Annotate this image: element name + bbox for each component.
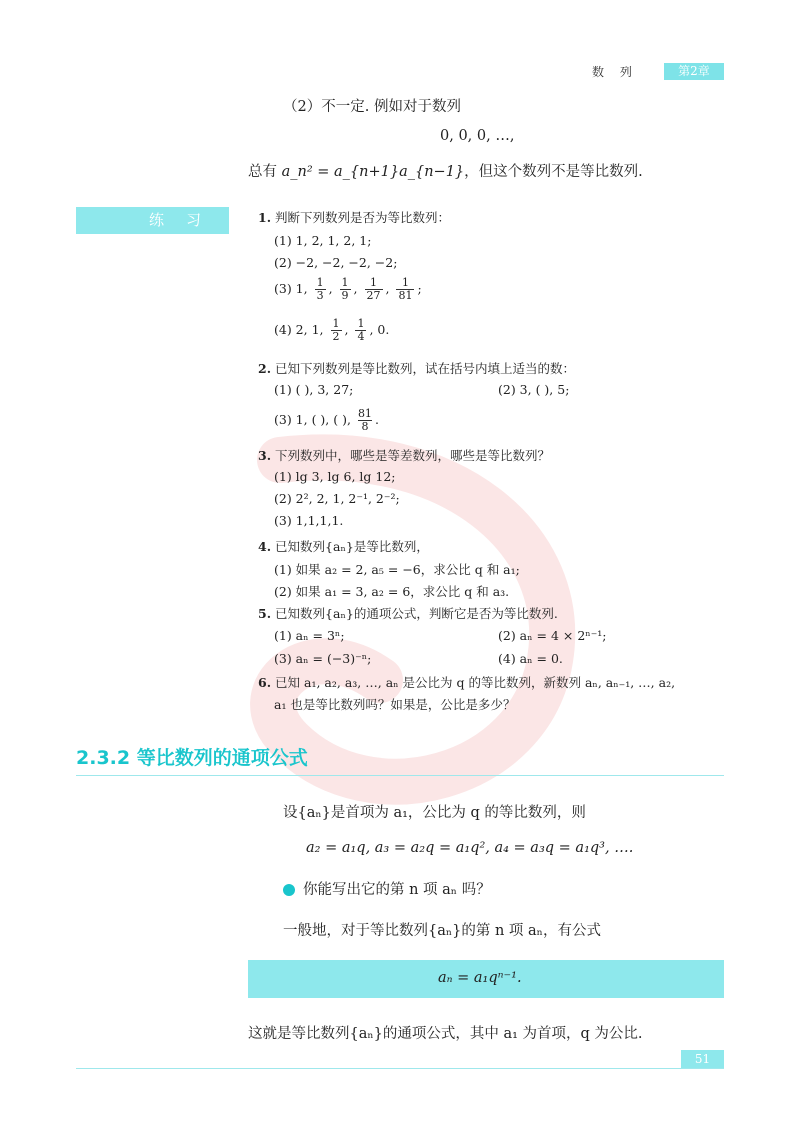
intro-formula: a_n² = a_{n+1}a_{n−1} <box>281 164 465 180</box>
section-title: 2.3.2 等比数列的通项公式 <box>76 747 308 769</box>
q6 <box>258 673 675 691</box>
q5-number: 5. <box>258 606 272 621</box>
general-term-formula: aₙ = a₁qⁿ⁻¹. <box>438 970 522 986</box>
q2-item1: (1) ( ), 3, 27; <box>274 382 354 397</box>
think-question <box>283 878 491 899</box>
q6-number: 6. <box>258 675 272 690</box>
intro-line3-prefix: 总有 <box>248 164 282 180</box>
q5-item3: (3) aₙ = (−3)⁻ⁿ; <box>274 651 372 666</box>
q1-text: 判断下列数列是否为等比数列： <box>275 210 451 225</box>
intro-line3 <box>248 160 643 181</box>
q3-item1: (1) lg 3, lg 6, lg 12; <box>274 469 396 484</box>
q1-item1: (1) 1, 2, 1, 2, 1; <box>274 233 372 248</box>
q2-text: 已知下列数列是等比数列，试在括号内填上适当的数： <box>275 361 576 376</box>
question-bullet-icon <box>283 884 295 896</box>
q4 <box>258 537 429 555</box>
q2 <box>258 359 575 377</box>
q1-number: 1. <box>258 210 272 225</box>
intro-sequence: 0, 0, 0, …, <box>440 128 515 144</box>
q1-item3-suffix: ; <box>417 281 422 296</box>
q2-item3-text: (3) 1, ( ), ( ), <box>274 412 351 427</box>
chapter-tag: 第2章 <box>664 63 724 80</box>
section-paragraph1: 设{aₙ}是首项为 a₁，公比为 q 的等比数列，则 <box>283 805 586 821</box>
q1-item4-prefix: (4) 2, 1, <box>274 322 324 337</box>
chapter-title: 数 列 <box>592 65 638 79</box>
q3-item2: (2) 2², 2, 1, 2⁻¹, 2⁻²; <box>274 491 400 506</box>
page-number: 51 <box>681 1050 724 1068</box>
section-equation1: a₂ = a₁q, a₃ = a₂q = a₁q², a₄ = a₃q = a₁q³, …. <box>306 840 634 856</box>
section-paragraph2: 一般地，对于等比数列{aₙ}的第 n 项 aₙ，有公式 <box>283 923 601 939</box>
q6-line1: 已知 a₁, a₂, a₃, …, aₙ 是公比为 q 的等比数列，新数列 aₙ, aₙ₋₁, …, a₂, <box>275 675 676 690</box>
intro-line1: （2）不一定. 例如对于数列 <box>283 99 461 115</box>
q1 <box>258 208 450 226</box>
fraction: $\frac{1}{81}$ <box>398 276 413 302</box>
q2-item2: (2) 3, ( ), 5; <box>498 382 570 397</box>
q3 <box>258 446 550 464</box>
fraction: $\frac{1}{2}$ <box>332 317 340 343</box>
fraction: $\frac{1}{9}$ <box>341 276 349 302</box>
q5-item2: (2) aₙ = 4 × 2ⁿ⁻¹; <box>498 628 607 643</box>
q3-number: 3. <box>258 448 272 463</box>
q1-item3: (3) 1, $\frac{1}{3}$ , $\frac{1}{9}$ , $\frac{1}{27}$ , $\frac{1}{81}$ ; <box>274 276 422 302</box>
fraction: $\frac{1}{3}$ <box>316 276 324 302</box>
q6-line2: a₁ 也是等比数列吗？如果是，公比是多少？ <box>274 697 516 712</box>
think-question-text: 你能写出它的第 n 项 aₙ 吗？ <box>303 882 491 898</box>
q4-text: 已知数列{aₙ}是等比数列， <box>275 539 429 554</box>
section-divider <box>76 775 724 776</box>
q4-item1: (1) 如果 a₂ = 2, a₅ = −6，求公比 q 和 a₁; <box>274 562 520 577</box>
q4-number: 4. <box>258 539 272 554</box>
q1-item3-prefix: (3) 1, <box>274 281 308 296</box>
q1-item4-suffix: , 0. <box>369 322 390 337</box>
q3-item3: (3) 1,1,1,1. <box>274 513 344 528</box>
q5-text: 已知数列{aₙ}的通项公式，判断它是否为等比数列. <box>275 606 558 621</box>
q5-item4: (4) aₙ = 0. <box>498 651 563 666</box>
q1-item4: (4) 2, 1, $\frac{1}{2}$ , $\frac{1}{4}$ , 0. <box>274 317 390 343</box>
q5-item1: (1) aₙ = 3ⁿ; <box>274 628 345 643</box>
q1-item2: (2) −2, −2, −2, −2; <box>274 255 398 270</box>
practice-label: 练习 <box>76 207 229 234</box>
q5 <box>258 604 558 622</box>
intro-line3-suffix: ，但这个数列不是等比数列. <box>464 164 643 180</box>
fraction: $\frac{81}{8}$ <box>357 407 372 433</box>
q2-item3: (3) 1, ( ), ( ), $\frac{81}{8}$ . <box>274 407 379 433</box>
footer-divider <box>76 1068 724 1069</box>
section-paragraph3: 这就是等比数列{aₙ}的通项公式，其中 a₁ 为首项，q 为公比. <box>248 1026 643 1042</box>
fraction: $\frac{1}{27}$ <box>366 276 381 302</box>
q2-number: 2. <box>258 361 272 376</box>
q4-item2: (2) 如果 a₁ = 3, a₂ = 6，求公比 q 和 a₃. <box>274 584 510 599</box>
q3-text: 下列数列中，哪些是等差数列，哪些是等比数列？ <box>275 448 551 463</box>
fraction: $\frac{1}{4}$ <box>357 317 365 343</box>
